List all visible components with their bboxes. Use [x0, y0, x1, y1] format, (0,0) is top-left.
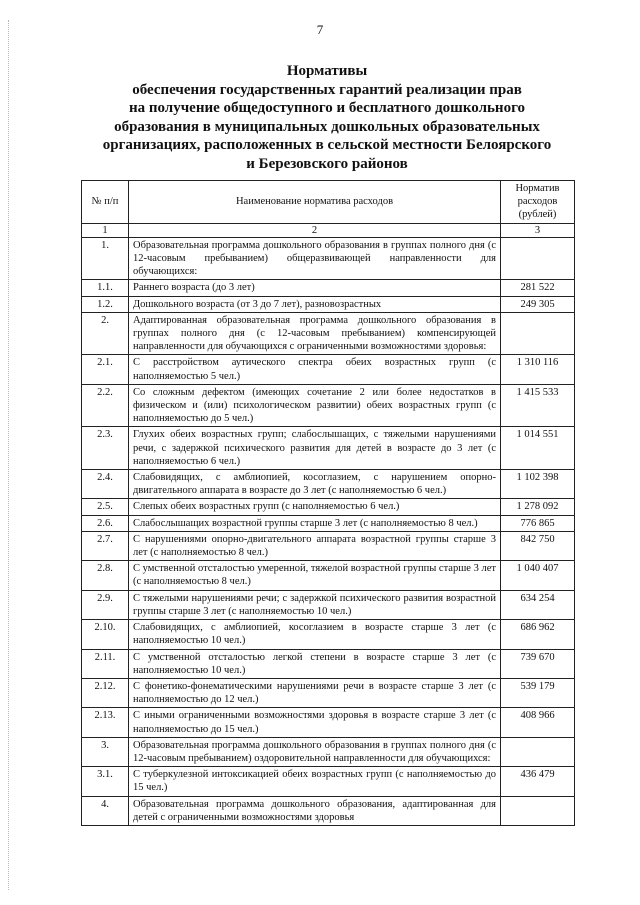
- header-number: № п/п: [82, 181, 129, 224]
- header-value: Норматив расходов (рублей): [501, 181, 575, 224]
- title-line: образования в муниципальных дошкольных образовательных: [114, 118, 540, 135]
- row-number: 2.4.: [82, 470, 129, 499]
- row-number: 2.6.: [82, 515, 129, 531]
- table-row: [82, 678, 575, 707]
- row-number: 2.: [82, 312, 129, 355]
- row-value: 408 966: [501, 708, 575, 737]
- table-row: [82, 515, 575, 531]
- row-name: С иными ограниченными возможностями здоровья в возрасте старше 3 лет (с наполняемостью до 15 чел.): [129, 708, 501, 737]
- table-header-row: [82, 181, 575, 224]
- row-number: 2.3.: [82, 427, 129, 470]
- row-number: 2.9.: [82, 590, 129, 619]
- table-row: [82, 384, 575, 427]
- row-number: 3.1.: [82, 767, 129, 796]
- row-value: 842 750: [501, 531, 575, 560]
- table-row: [82, 312, 575, 355]
- row-value: 249 305: [501, 296, 575, 312]
- row-name: Образовательная программа дошкольного образования, адаптированная для детей с ограниченными возможностями здоровья: [129, 796, 501, 825]
- row-name: С умственной отсталостью умеренной, тяжелой возрастной группы старше 3 лет (с наполняемостью 8 чел.): [129, 561, 501, 590]
- table-row: [82, 708, 575, 737]
- row-number: 2.2.: [82, 384, 129, 427]
- table-row: [82, 796, 575, 825]
- table-row: [82, 355, 575, 384]
- row-number: 2.5.: [82, 499, 129, 515]
- document-title: [92, 62, 562, 173]
- row-value: 1 014 551: [501, 427, 575, 470]
- header-name: Наименование норматива расходов: [129, 181, 501, 224]
- row-number: 1.2.: [82, 296, 129, 312]
- row-value: 436 479: [501, 767, 575, 796]
- row-number: 3.: [82, 737, 129, 766]
- table-row: [82, 499, 575, 515]
- table-row: [82, 531, 575, 560]
- row-value: [501, 312, 575, 355]
- title-line: на получение общедоступного и бесплатного дошкольного: [128, 100, 526, 116]
- row-value: 634 254: [501, 590, 575, 619]
- row-name: Дошкольного возраста (от 3 до 7 лет), разновозрастных: [129, 296, 501, 312]
- table-index-row: [82, 223, 575, 237]
- row-value: 739 670: [501, 649, 575, 678]
- row-name: Слабовидящих, с амблиопией, косоглазием в возрасте старше 3 лет (с наполняемостью 10 чел.): [129, 620, 501, 649]
- row-name: С фонетико-фонематическими нарушениями речи в возрасте старше 3 лет (с наполняемостью до 12 чел.): [129, 678, 501, 707]
- row-value: 281 522: [501, 280, 575, 296]
- row-value: 1 102 398: [501, 470, 575, 499]
- row-value: [501, 796, 575, 825]
- row-value: 686 962: [501, 620, 575, 649]
- table-row: [82, 280, 575, 296]
- table-row: [82, 237, 575, 280]
- title-line: Нормативы: [286, 63, 368, 79]
- title-line: и Березовского районов: [246, 155, 408, 172]
- row-name: Адаптированная образовательная программа дошкольного образования в группах полного дня (с 12-часовым пребыванием) компенсирующей направленности для обучающихся с ограниченными возможностями здоровья:: [129, 312, 501, 355]
- row-name: С расстройством аутического спектра обеих возрастных групп (с наполняемостью 5 чел.): [129, 355, 501, 384]
- row-name: С нарушениями опорно-двигательного аппарата возрастной группы старше 3 лет (с наполняемостью 8 чел.): [129, 531, 501, 560]
- title-line: обеспечения государственных гарантий реализации прав: [132, 81, 522, 98]
- row-value: 1 415 533: [501, 384, 575, 427]
- row-number: 4.: [82, 796, 129, 825]
- table-row: [82, 561, 575, 590]
- row-number: 2.8.: [82, 561, 129, 590]
- page-number: 7: [316, 22, 324, 37]
- table-row: [82, 737, 575, 766]
- row-number: 2.10.: [82, 620, 129, 649]
- table-body: [82, 237, 575, 825]
- row-value: 1 278 092: [501, 499, 575, 515]
- row-name: Слабовидящих, с амблиопией, косоглазием, с нарушением опорно-двигательного аппарата в возрасте до 3 лет (с наполняемостью 6 чел.): [129, 470, 501, 499]
- scan-edge: [8, 20, 11, 890]
- index-cell: 3: [501, 223, 575, 237]
- table-row: [82, 296, 575, 312]
- table-row: [82, 590, 575, 619]
- row-value: 1 310 116: [501, 355, 575, 384]
- row-number: 2.13.: [82, 708, 129, 737]
- row-value: [501, 737, 575, 766]
- row-name: С умственной отсталостью легкой степени в возрасте старше 3 лет (с наполняемостью 10 чел.): [129, 649, 501, 678]
- row-value: 776 865: [501, 515, 575, 531]
- row-name: Слепых обеих возрастных групп (с наполняемостью 6 чел.): [129, 499, 501, 515]
- row-name: Глухих обеих возрастных групп; слабослышащих, с тяжелыми нарушениями речи, с задержкой психического развития для детей в возрасте до 3 лет (с наполняемостью 6 чел.): [129, 427, 501, 470]
- title-line: организациях, расположенных в сельской местности Белоярского: [102, 137, 552, 153]
- row-name: Слабослышащих возрастной группы старше 3 лет (с наполняемостью 8 чел.): [129, 515, 501, 531]
- row-name: С тяжелыми нарушениями речи; с задержкой психического развития возрастной группы старше 3 лет (с наполняемостью 10 чел.): [129, 590, 501, 619]
- norms-table: [81, 180, 575, 826]
- row-value: [501, 237, 575, 280]
- row-number: 1.1.: [82, 280, 129, 296]
- row-number: 2.1.: [82, 355, 129, 384]
- row-number: 2.11.: [82, 649, 129, 678]
- row-number: 2.7.: [82, 531, 129, 560]
- row-name: Образовательная программа дошкольного образования в группах полного дня (с 12-часовым пребыванием) общеразвивающей направленности для обучающихся:: [129, 237, 501, 280]
- row-number: 1.: [82, 237, 129, 280]
- row-value: 1 040 407: [501, 561, 575, 590]
- table-row: [82, 767, 575, 796]
- row-name: С туберкулезной интоксикацией обеих возрастных групп (с наполняемостью до 15 чел.): [129, 767, 501, 796]
- row-number: 2.12.: [82, 678, 129, 707]
- table-row: [82, 427, 575, 470]
- index-cell: 1: [82, 223, 129, 237]
- table-row: [82, 649, 575, 678]
- row-value: 539 179: [501, 678, 575, 707]
- table-row: [82, 620, 575, 649]
- row-name: Со сложным дефектом (имеющих сочетание 2 или более недостатков в физическом и (или) психологическом развитии) обеих возрастных групп (с наполняемостью до 5 чел.): [129, 384, 501, 427]
- row-name: Образовательная программа дошкольного образования в группах полного дня (с 12-часовым пребыванием) оздоровительной направленности для обучающихся:: [129, 737, 501, 766]
- index-cell: 2: [129, 223, 501, 237]
- row-name: Раннего возраста (до 3 лет): [129, 280, 501, 296]
- table-row: [82, 470, 575, 499]
